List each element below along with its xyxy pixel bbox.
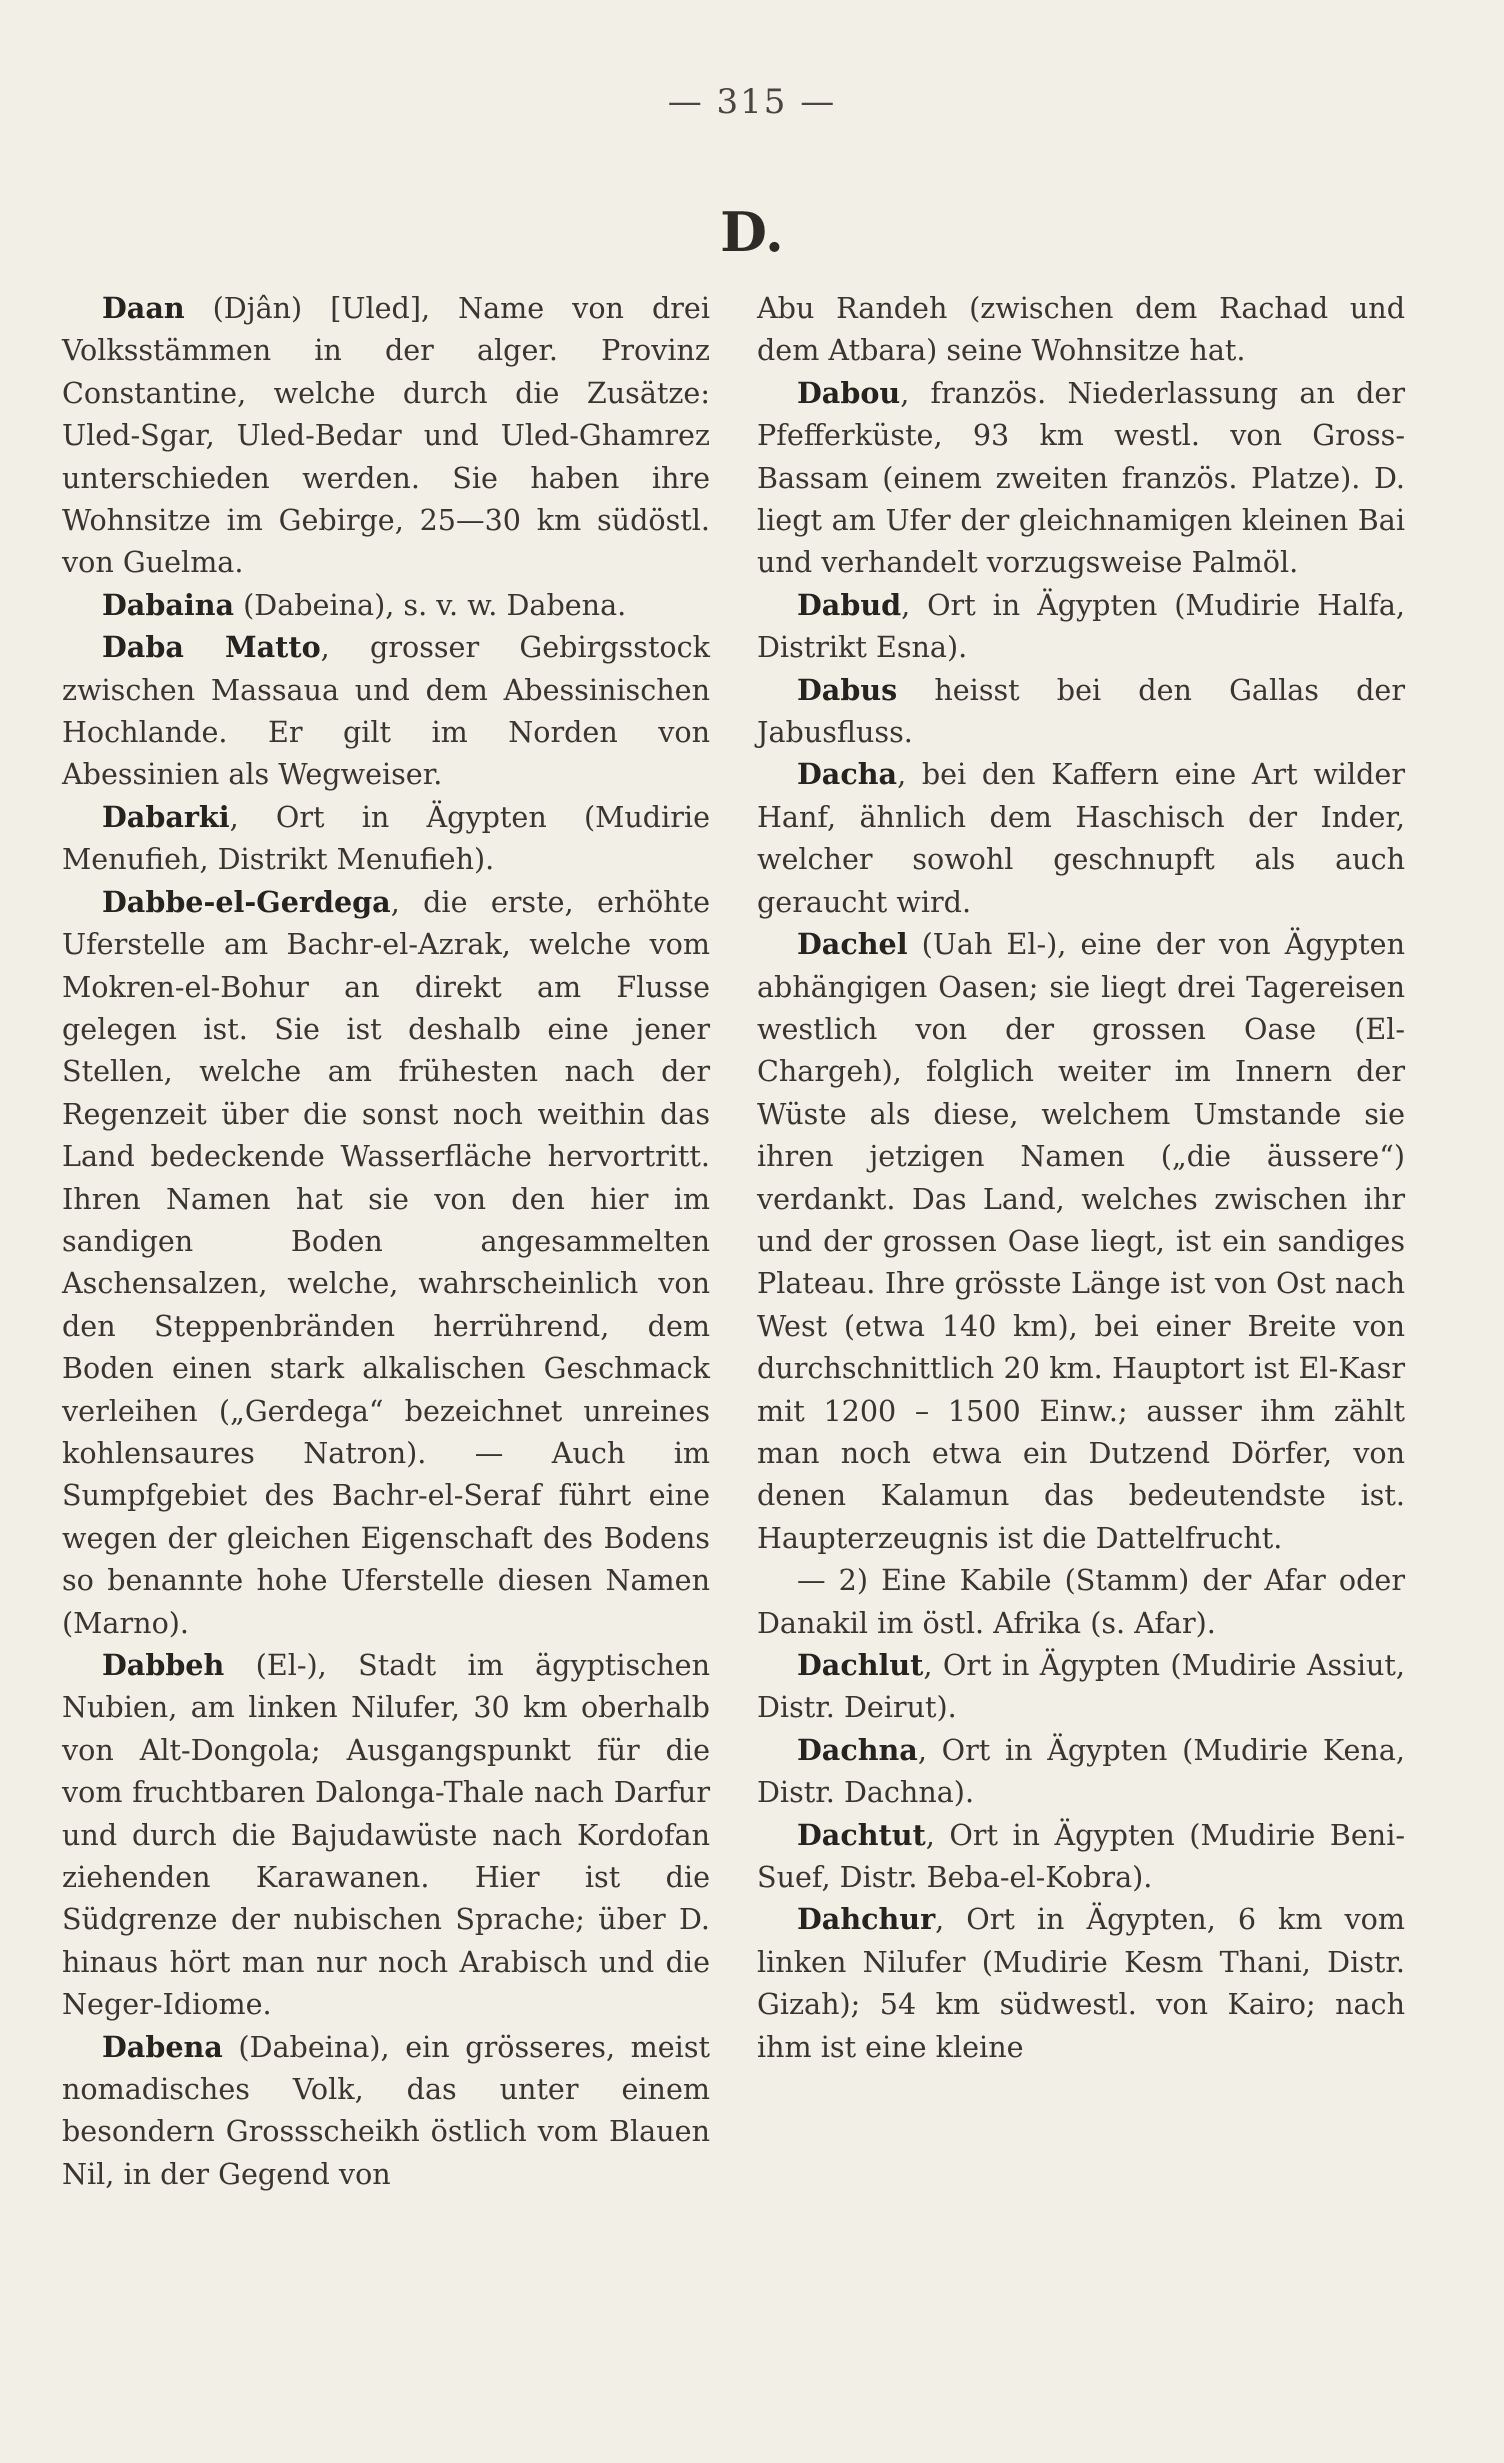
entry-text: Abu Randeh (zwischen dem Rachad und dem Atbara) seine Wohnsitze hat. [757, 291, 1405, 368]
entry-text: heisst bei den Gallas der Jabusfluss. [757, 672, 1405, 750]
dictionary-entry [757, 669, 1405, 754]
dictionary-entry [62, 2026, 710, 2196]
entry-text: , die erste, erhöhte Uferstelle am Bachr-el-Azrak, welche vom Mokren-el-Bohur an direkt am Flusse gelegen ist. Sie ist deshalb eine jener Stellen, welche am frühesten nach der Regenzeit über die sonst noch weithin das Land bedeckende Wasserfläche hervortritt. Ihren Namen hat sie von den hier im sandigen Boden angesammelten Aschensalzen, welche, wahrscheinlich von den Steppenbränden herrührend, dem Boden einen stark alkalischen Geschmack verleihen („Gerdega“ bezeichnet unreines kohlensaures Natron). — Auch im Sumpfgebiet des Bachr-el-Seraf führt eine wegen der gleichen Eigenschaft des Bodens so benannte hohe Uferstelle diesen Namen (Marno). [62, 884, 710, 1640]
dictionary-entry [757, 584, 1405, 669]
entry-text: , Ort in Ägypten (Mudirie Menufieh, Distrikt Menufieh). [62, 799, 710, 877]
entry-text: , Ort in Ägypten (Mudirie Beni-Suef, Distr. Beba-el-Kobra). [757, 1817, 1405, 1895]
entry-text: , grosser Gebirgsstock zwischen Massaua und dem Abessinischen Hochlande. Er gilt im Norden von Abessinien als Wegweiser. [62, 630, 710, 792]
entry-text: , französ. Niederlassung an der Pfefferküste, 93 km westl. von Gross-Bassam (einem zweiten französ. Platze). D. liegt am Ufer der gleichnamigen kleinen Bai und verhandelt vorzugsweise Palmöl. [757, 375, 1405, 580]
dictionary-entry [757, 923, 1405, 1559]
headword: Dabud [797, 587, 902, 622]
section-letter: D. [720, 200, 784, 264]
entry-text: (Djân) [Uled], Name von drei Volksstämmen in der alger. Provinz Constantine, welche durch die Zusätze: Uled-Sgar, Uled-Bedar und Uled-Ghamrez unterschieden werden. Sie haben ihre Wohnsitze im Gebirge, 25—30 km südöstl. von Guelma. [62, 291, 710, 580]
headword: Dachna [797, 1732, 918, 1767]
dictionary-entry [62, 626, 710, 796]
right-column [757, 287, 1405, 2068]
dictionary-entry [62, 796, 710, 881]
headword: Dahchur [797, 1902, 936, 1937]
dictionary-entry [757, 1729, 1405, 1814]
dictionary-entry [62, 1644, 710, 2026]
entry-text: (Dabeina), ein grösseres, meist nomadisches Volk, das unter einem besondern Grossscheikh östlich vom Blauen Nil, in der Gegend von [62, 2029, 710, 2191]
dictionary-entry [62, 584, 710, 626]
entry-text: , Ort in Ägypten (Mudirie Kena, Distr. Dachna). [757, 1732, 1405, 1810]
headword: Dabou [797, 375, 901, 410]
headword: Dabarki [102, 799, 230, 834]
dictionary-entry-continuation [757, 287, 1405, 372]
dictionary-entry [757, 753, 1405, 923]
dictionary-entry [62, 881, 710, 1644]
headword: Dabena [102, 2029, 223, 2064]
dictionary-entry [757, 372, 1405, 584]
dictionary-entry [757, 1898, 1405, 2068]
dictionary-entry [62, 287, 710, 584]
entry-text: (El-), Stadt im ägyptischen Nubien, am linken Nilufer, 30 km oberhalb von Alt-Dongola; Ausgangspunkt für die vom fruchtbaren Dalonga-Thale nach Darfur und durch die Bajudawüste nach Kordofan ziehenden Karawanen. Hier ist die Südgrenze der nubischen Sprache; über D. hinaus hört man nur noch Arabisch und die Neger-Idiome. [62, 1648, 710, 2022]
page-number: — 315 — [667, 82, 837, 122]
entry-text: (Dabeina), s. v. w. Dabena. [234, 587, 627, 622]
headword: Dachtut [797, 1817, 926, 1852]
dictionary-entry [757, 1814, 1405, 1899]
headword: Daba Matto [102, 630, 321, 665]
headword: Dabbe-el-Gerdega [102, 884, 391, 919]
left-column [62, 287, 710, 2195]
entry-text: , Ort in Ägypten (Mudirie Assiut, Distr. Deirut). [757, 1648, 1405, 1725]
entry-text: (Uah El-), eine der von Ägypten abhängigen Oasen; sie liegt drei Tagereisen westlich von der grossen Oase (El-Chargeh), folglich weiter im Innern der Wüste als diese, welchem Umstande sie ihren jetzigen Namen („die äussere“) verdankt. Das Land, welches zwischen ihr und der grossen Oase liegt, ist ein sandiges Plateau. Ihre grösste Länge ist von Ost nach West (etwa 140 km), bei einer Breite von durchschnittlich 20 km. Hauptort ist El-Kasr mit 1200 – 1500 Einw.; ausser ihm zählt man noch etwa ein Dutzend Dörfer, von denen Kalamun das bedeutendste ist. Haupterzeugnis ist die Dattelfrucht. [757, 927, 1405, 1555]
entry-text: — 2) Eine Kabile (Stamm) der Afar oder Danakil im östl. Afrika (s. Afar). [757, 1563, 1405, 1640]
dictionary-entry-subsense [757, 1559, 1405, 1644]
dictionary-entry [757, 1644, 1405, 1729]
entry-text: , Ort in Ägypten (Mudirie Halfa, Distrikt Esna). [757, 587, 1405, 665]
headword: Dachel [797, 927, 908, 962]
headword: Dabaina [102, 587, 235, 622]
entry-text: , Ort in Ägypten, 6 km vom linken Nilufer (Mudirie Kesm Thani, Distr. Gizah); 54 km südwestl. von Kairo; nach ihm ist eine kleine [757, 1902, 1405, 2064]
headword: Dacha [797, 757, 898, 792]
headword: Dabbeh [102, 1648, 225, 1682]
headword: Daan [102, 291, 185, 325]
headword: Dachlut [797, 1648, 924, 1682]
headword: Dabus [797, 672, 898, 707]
entry-text: , bei den Kaffern eine Art wilder Hanf, ähnlich dem Haschisch der Inder, welcher sowohl geschnupft als auch geraucht wird. [757, 757, 1405, 919]
